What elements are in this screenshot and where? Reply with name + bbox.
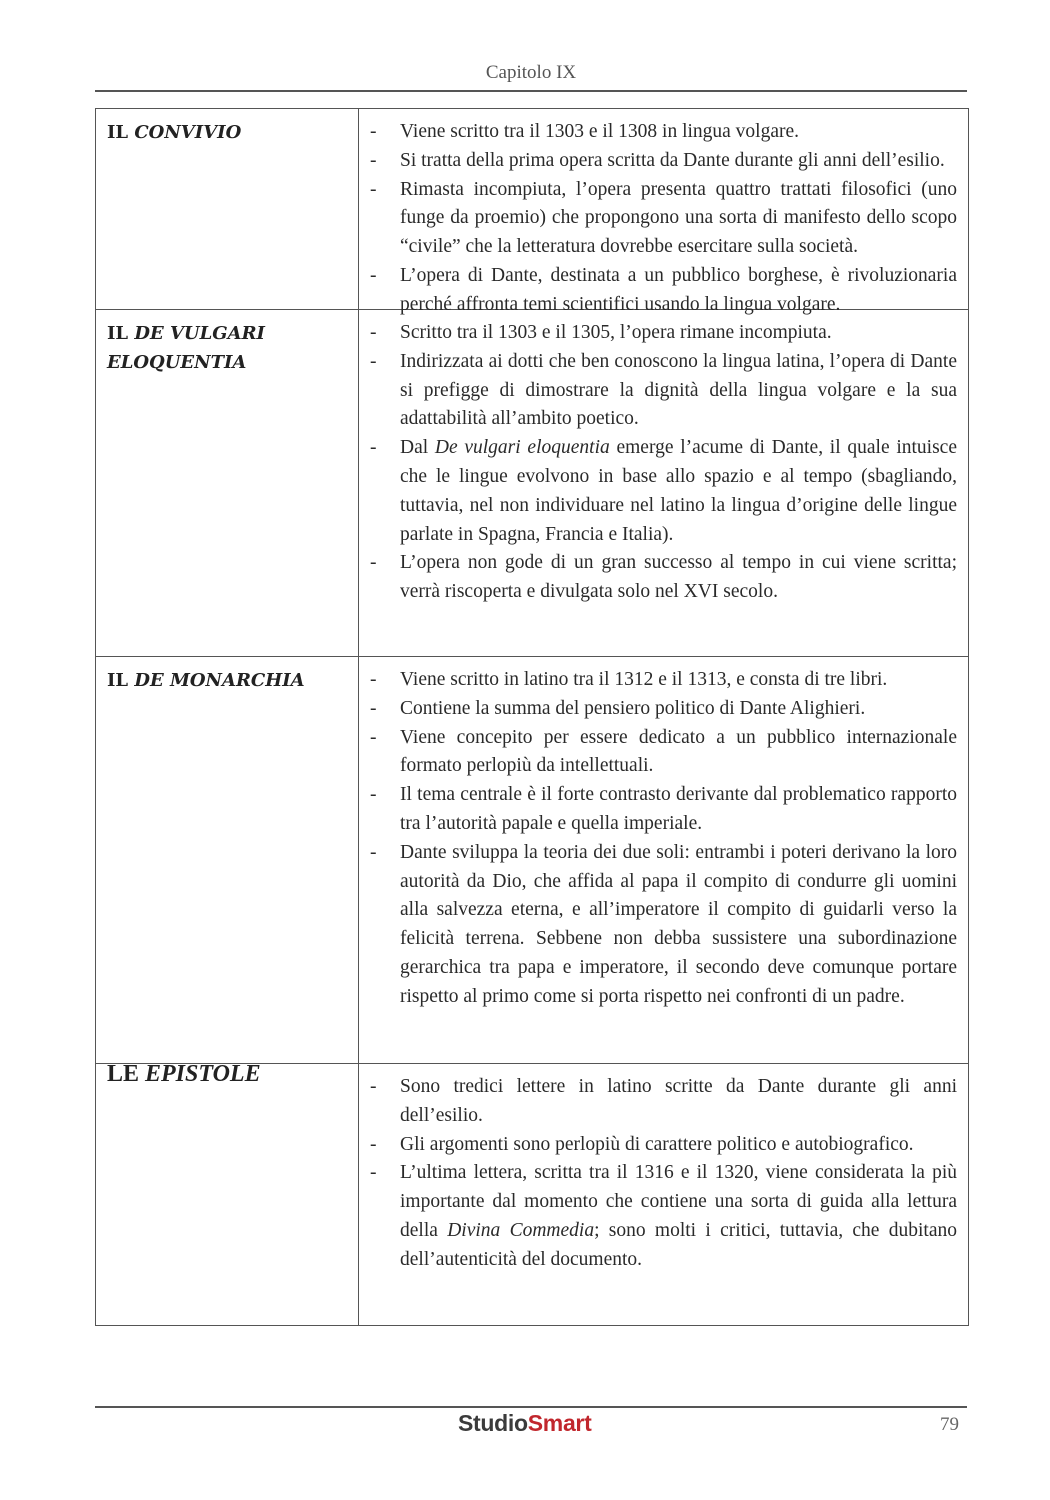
bullet-item [359, 262, 957, 320]
bullet-item [359, 724, 957, 782]
heading-prefix: IL [107, 670, 135, 691]
table-row [96, 109, 968, 315]
bullet-text: Viene concepito per essere dedicato a un pubblico internazionale formato perlopiù da intellettuali. [400, 726, 957, 777]
bullet-item [359, 1073, 957, 1131]
bullet-text: L’ultima lettera, scritta tra il 1316 e il 1320, viene considerata la più importante dal momento che contiene una sorta di guida alla lettura della [400, 1162, 957, 1241]
table-row [96, 656, 968, 1063]
bullet-item [359, 348, 957, 434]
bullet-text: Viene scritto tra il 1303 e il 1308 in lingua volgare. [400, 121, 800, 142]
logo-part-smart: Smart [527, 1410, 592, 1436]
bullet-text: Dal [400, 437, 435, 459]
row-heading [96, 109, 359, 309]
row-content [359, 109, 968, 315]
footer-divider [95, 1406, 967, 1408]
bullet-item [359, 147, 957, 176]
italic-title-text: Divina Commedia [447, 1219, 595, 1241]
bullet-list [359, 118, 957, 320]
header-divider [95, 90, 967, 92]
bullet-item [359, 549, 957, 607]
works-table [95, 108, 969, 1326]
bullet-item [359, 319, 957, 348]
table-row [96, 1063, 968, 1325]
row-content [359, 310, 968, 656]
bullet-list [359, 319, 957, 607]
bullet-text: L’opera di Dante, destinata a un pubblico borghese, è rivoluzionaria perché affronta temi scientifici usando la lingua volgare. [400, 264, 957, 315]
row-heading [96, 310, 359, 656]
bullet-text: ; sono molti i critici, tuttavia, che dubitano dell’autenticità del documento. [400, 1219, 957, 1270]
heading-title: DE VULGARI ELOQUENTIA [107, 323, 265, 373]
italic-title-text: De vulgari eloquentia [434, 437, 610, 459]
table-row [96, 309, 968, 656]
bullet-text: Gli argomenti sono perlopiù di carattere politico e autobiografico. [400, 1133, 914, 1155]
logo-part-studio: Studio [458, 1410, 528, 1436]
bullet-item [359, 781, 957, 839]
bullet-text: Scritto tra il 1303 e il 1305, l’opera rimane incompiuta. [400, 322, 832, 343]
bullet-text: Dante sviluppa la teoria dei due soli: entrambi i poteri derivano la loro autorità da Dio, che affida al papa il compito di condurre gli uomini alla salvezza eterna, e all’imperatore il compito di guidarli verso la felicità terrena. Sebbene non debba sussistere una subordinazione gerarchica tra papa e imperatore, il secondo deve comunque portare rispetto al primo come si porta rispetto nei confronti di un padre. [400, 841, 957, 1007]
bullet-item [359, 695, 957, 724]
studiosmart-logo [458, 1410, 591, 1437]
bullet-text: L’opera non gode di un gran successo al tempo in cui viene scritta; verrà riscoperta e divulgata solo nel XVI secolo. [400, 552, 957, 603]
bullet-item [359, 176, 957, 262]
bullet-text: Rimasta incompiuta, l’opera presenta quattro trattati filosofici (uno funge da proemio) che propongono una sorta di manifesto dello scopo “civile” che la letteratura dovrebbe esercitare sulla società. [400, 178, 957, 258]
bullet-text: Indirizzata ai dotti che ben conoscono la lingua latina, l’opera di Dante si prefigge di dimostrare la dignità della lingua volgare e la sua adattabilità all’ambito poetico. [400, 350, 957, 430]
bullet-list [359, 1073, 957, 1275]
bullet-text: Il tema centrale è il forte contrasto derivante dal problematico rapporto tra l’autorità papale e quella imperiale. [400, 784, 957, 834]
bullet-text: Contiene la summa del pensiero politico di Dante Alighieri. [400, 697, 866, 719]
heading-title: DE MONARCHIA [134, 670, 305, 691]
bullet-text: Sono tredici lettere in latino scritte da Dante durante gli anni dell’esilio. [400, 1076, 957, 1126]
row-content [359, 1064, 968, 1325]
bullet-text: emerge l’acume di Dante, il quale intuisce che le lingue evolvono in base allo spazio e al tempo (sbagliando, tuttavia, nel non individuare nel latino la lingua d’origine delle lingue parlate in Spagna, Francia e Italia). [400, 437, 957, 545]
bullet-text: Si tratta della prima opera scritta da Dante durante gli anni dell’esilio. [400, 149, 945, 171]
row-heading [96, 1061, 359, 1325]
chapter-header: Capitolo IX [485, 62, 577, 83]
heading-prefix: IL [107, 122, 135, 143]
row-content [359, 657, 968, 1063]
bullet-text: Viene scritto in latino tra il 1312 e il 1313, e consta di tre libri. [400, 669, 888, 690]
bullet-item [359, 1159, 957, 1274]
bullet-item [359, 666, 957, 695]
heading-title: CONVIVIO [134, 122, 242, 143]
bullet-item [359, 839, 957, 1012]
page-number: 79 [940, 1414, 959, 1435]
heading-prefix: LE [107, 1061, 146, 1087]
bullet-list [359, 666, 957, 1012]
bullet-item [359, 118, 957, 147]
bullet-item [359, 434, 957, 549]
bullet-item [359, 1131, 957, 1160]
row-heading [96, 657, 359, 1063]
heading-prefix: IL [107, 323, 135, 344]
heading-title: EPISTOLE [145, 1061, 261, 1087]
